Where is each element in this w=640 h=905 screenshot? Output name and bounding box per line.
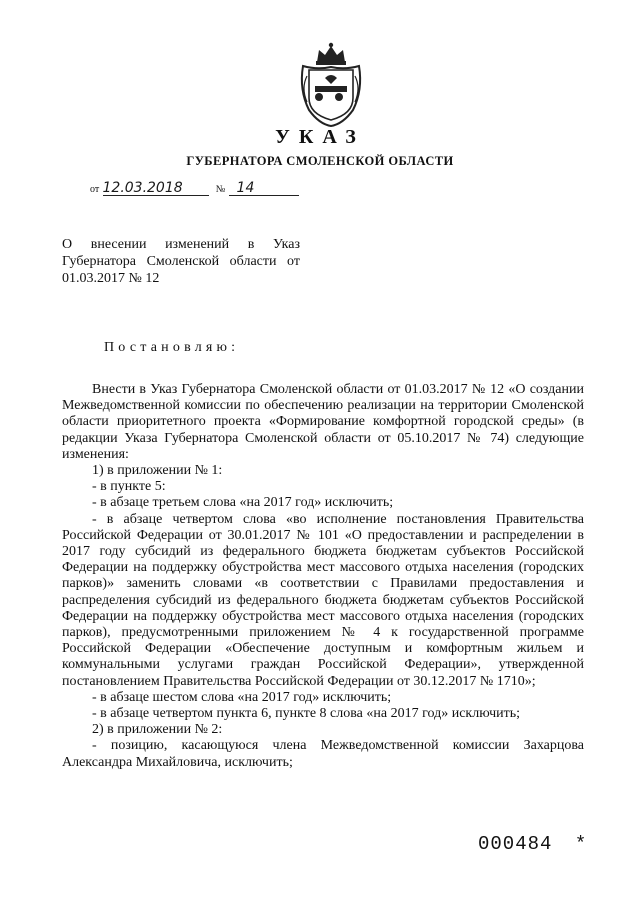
body-paragraph: - в пункте 5:: [92, 479, 166, 495]
body-paragraph: 2) в приложении № 2:: [92, 722, 223, 738]
body-paragraph: - в абзаце четвертом пункта 6, пункте 8 слова «на 2017 год» исключить;: [92, 706, 521, 722]
serial-number-value: 000484: [478, 833, 553, 855]
document-title: УКАЗ: [275, 126, 365, 148]
serial-mark: *: [574, 833, 588, 855]
document-body: [62, 382, 584, 771]
number-value: 14: [236, 180, 255, 196]
from-label: от: [90, 184, 100, 195]
number-field: [229, 180, 299, 196]
body-paragraph: 1) в приложении № 1:: [92, 463, 223, 479]
coat-of-arms-icon: [295, 40, 367, 128]
body-paragraph: - позицию, касающуюся члена Межведомственной комиссии Захарцова Александра Михайловича, исключить;: [62, 738, 584, 770]
date-field: [103, 180, 209, 196]
subject-line: Губернатора Смоленской области от: [62, 254, 300, 269]
dateline: [90, 180, 299, 196]
date-value: 12.03.2018: [102, 180, 183, 196]
decree-word: Постановляю:: [104, 340, 240, 355]
number-label: №: [215, 184, 226, 195]
subject-line: 01.03.2017 № 12: [62, 271, 160, 286]
body-paragraph: - в абзаце шестом слова «на 2017 год» исключить;: [92, 689, 392, 705]
serial-number: [478, 833, 587, 855]
body-paragraph: Внести в Указ Губернатора Смоленской области от 01.03.2017 № 12 «О создании Межведомственной комиссии по обеспечению реализации на территории Смоленской области приоритетного проекта «Формирование комфортной городской среды» (в редакции Указа Губернатора Смоленской области от 05.10.2017 № 74) следующие изменения:: [62, 382, 584, 462]
document-subtitle: ГУБЕРНАТОРА СМОЛЕНСКОЙ ОБЛАСТИ: [186, 154, 454, 168]
body-paragraph: - в абзаце третьем слова «на 2017 год» исключить;: [92, 495, 394, 511]
subject-line: О внесении изменений в Указ: [62, 237, 300, 252]
coat-of-arms-emblem: [295, 40, 367, 128]
body-paragraph: - в абзаце четвертом слова «во исполнение постановления Правительства Российской Федерации от 30.01.2017 № 101 «О предоставлении и распределении в 2017 году субсидий из федерального бюджета бюджетам субъектов Российской Федерации на поддержку обустройства мест массового отдыха населения (городских парков)» заменить словами «в соответствии с Правилами предоставления и распределения субсидий из федерального бюджета бюджетам субъектов Российской Федерации на поддержку обустройства мест массового отдыха населения (городских парков), предусмотренными приложением № 4 к государственной программе Российской Федерации «Обеспечение доступным и комфортным жильем и коммунальными услугами граждан Российской Федерации», утвержденной постановлением Правительства Российской Федерации от 30.12.2017 № 1710»;: [62, 511, 584, 689]
document-subject: [62, 236, 300, 287]
